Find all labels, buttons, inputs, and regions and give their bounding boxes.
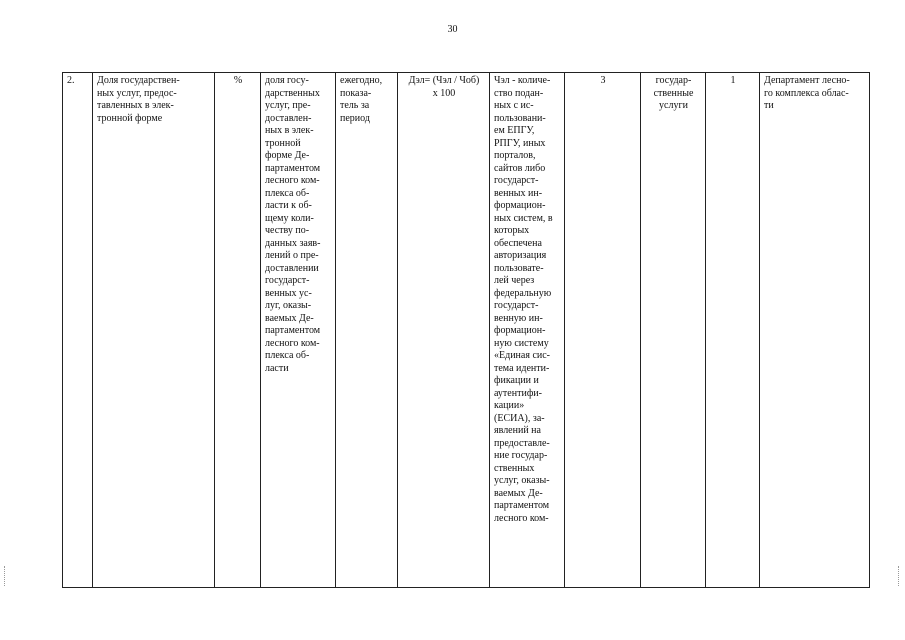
formula-cell: [398, 73, 490, 588]
variables-cell: [490, 73, 565, 588]
scan-edge-mark-right: [898, 566, 902, 586]
row-number: 2.: [67, 75, 75, 86]
variables-description: Чэл - количе- ство подан- ных с ис- пользовани- ем ЕПГУ, РПГУ, иных порталов, сайтов либо государст- венных ин- формацион- ных систем, в которых обеспечена авторизация пользовате- лей через федеральную государст- венную ин- формацион- ную систему «Единая сис- тема иденти- фикации и аутентифи- кации» (ЕСИА), за- явлений на предоставле- ние государ- ственных услуг, оказы- ваемых Де- партаментом лесного ком-: [494, 75, 553, 524]
indicator-name-cell: [93, 73, 215, 588]
periodicity-cell: [336, 73, 398, 588]
page-number: 30: [447, 24, 458, 35]
method-cell: [565, 73, 641, 588]
responsible-body: Департамент лесно- го комплекса облас- ти: [764, 75, 850, 111]
indicator-table: [62, 72, 870, 588]
formula: Дэл= (Чэл / Чоб) х 100: [408, 75, 480, 99]
indicator-definition: доля госу- дарственных услуг, пре- доставлен- ных в элек- тронной форме Де- партаментом лесного ком- плекса об- ласти к об- щему коли- честву по- данных заяв- лений о пре- доставлении государст- венных ус- луг, оказы- ваемых Де- партаментом лесного ком- плекса об- ласти: [265, 75, 321, 374]
responsible-cell: [760, 73, 870, 588]
row-number-cell: [63, 73, 93, 588]
periodicity: ежегодно, показа- тель за период: [340, 75, 383, 124]
unit-cell: [215, 73, 261, 588]
definition-cell: [261, 73, 336, 588]
aggregation-level: 1: [730, 75, 736, 86]
table-row: [63, 73, 870, 588]
collection-method: 3: [600, 75, 606, 86]
scan-edge-mark-left: [4, 566, 8, 586]
level-cell: [706, 73, 760, 588]
indicator-name: Доля государствен- ных услуг, предос- тавленных в элек- тронной форме: [97, 75, 180, 124]
data-source: государ- ственные услуги: [653, 75, 694, 111]
unit-value: %: [233, 75, 243, 86]
source-cell: [641, 73, 706, 588]
